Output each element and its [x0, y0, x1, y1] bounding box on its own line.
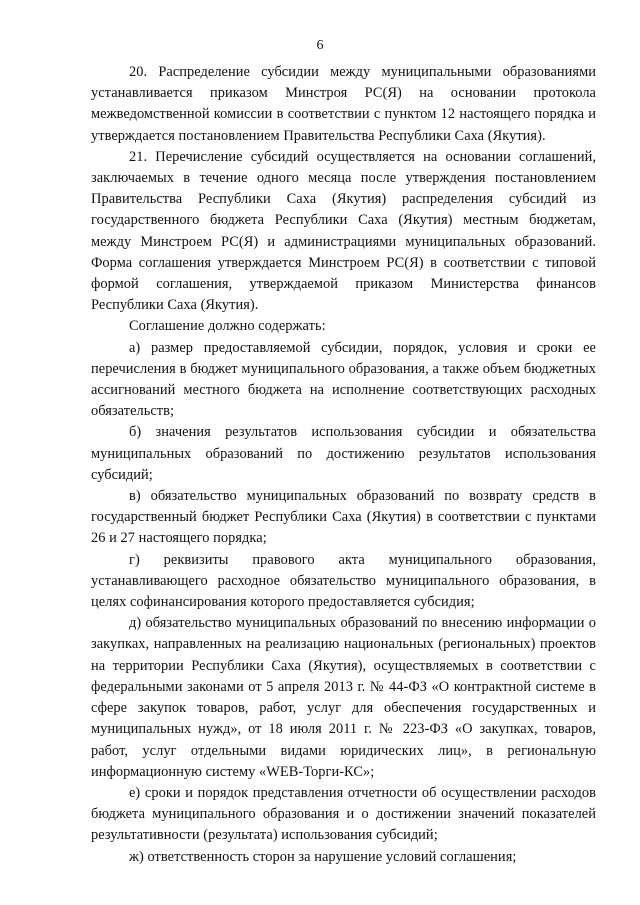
list-item-a: а) размер предоставляемой субсидии, порядок, условия и сроки ее перечисления в бюджет муниципального образования, а также объем бюджетных ассигнований местного бюджета на исполнение соответствующих расходных обязательств;	[91, 339, 596, 420]
list-item-g: г) реквизиты правового акта муниципального образования, устанавливающего расходное обязательство муниципального образования, в целях софинансирования которого предоставляется субсидия;	[91, 551, 596, 611]
list-item-d: д) обязательство муниципальных образований по внесению информации о закупках, направленных на реализацию национальных (региональных) проектов на территории Республики Саха (Якутия), осуществляемых в соответствии с федеральными законами от 5 апреля 2013 г. № 44-ФЗ «О контрактной системе в сфере закупок товаров, работ, услуг для обеспечения государственных и муниципальных нужд», от 18 июля 2011 г. № 223-ФЗ «О закупках, товаров, работ, услуг отдельными видами юридических лиц», в региональную информационную систему «WEB-Торги-КС»;	[91, 615, 596, 780]
paragraph-20: 20. Распределение субсидии между муниципальными образованиями устанавливается приказом Минстроя РС(Я) на основании протокола межведомственной комиссии в соответствии с пунктом 12 настоящего порядка и утверждается постановлением Правительства Республики Саха (Якутия).	[91, 64, 596, 144]
paragraph-21: 21. Перечисление субсидий осуществляется на основании соглашений, заключаемых в течение одного месяца после утверждения постановлением Правительства Республики Саха (Якутия) распределения субсидий из государственного бюджета Республики Саха (Якутия) местным бюджетам, между Минстроем РС(Я) и администрациями муниципальных образований. Форма соглашения утверждается Минстроем РС(Я) в соответствии с типовой формой соглашения, утверждаемой приказом Министерства финансов Республики Саха (Якутия).	[91, 148, 596, 314]
agreement-intro: Соглашение должно содержать:	[129, 318, 326, 335]
page-number: 6	[316, 38, 324, 53]
list-item-zh: ж) ответственность сторон за нарушение условий соглашения;	[129, 848, 517, 865]
document-body	[91, 62, 596, 868]
list-item-v: в) обязательство муниципальных образований по возврату средств в государственный бюджет Республики Саха (Якутия) в соответствии с пунктами 26 и 27 настоящего порядка;	[91, 488, 596, 547]
list-item-e: е) сроки и порядок представления отчетности об осуществлении расходов бюджета муниципального образования и о достижении значений показателей результативности (результата) использования субсидий;	[91, 784, 596, 844]
list-item-b: б) значения результатов использования субсидии и обязательства муниципальных образований по достижению результатов использования субсидий;	[91, 424, 596, 483]
